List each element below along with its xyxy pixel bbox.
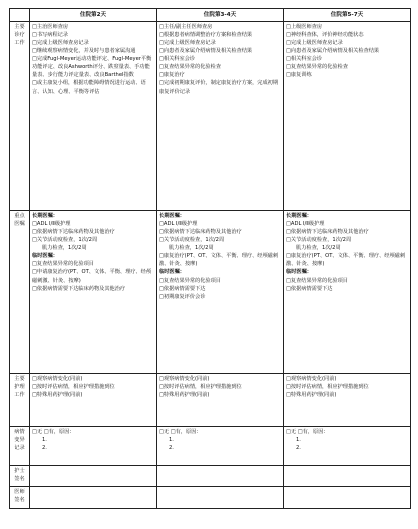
cell-key-orders-day-2 — [30, 211, 157, 374]
cell-line: □观察病情变化(同前) — [32, 376, 83, 382]
cell-main-work-day-2 — [30, 22, 157, 211]
header-day-2: 住院第2天 — [30, 9, 157, 22]
cell-line: 肌力检查，1次/2周 — [169, 245, 214, 252]
cell-line: 肌力检查，1次/2周 — [42, 245, 87, 252]
cell-doctor-signature-day-2 — [30, 487, 157, 509]
cell-variance-record-day-5-7 — [284, 427, 411, 466]
cell-line: □依据病情需要下达临床药物及其他治疗 — [32, 285, 126, 292]
cell-key-orders-day-3-4 — [157, 211, 284, 374]
cell-line: 临时医嘱： — [286, 269, 312, 276]
row-label-main-work: 主要诊疗工作 — [10, 22, 30, 211]
cell-line: □ADL Ⅰ/Ⅱ级护理 — [286, 221, 325, 228]
cell-line: □继续观察病情变化，并及时与患者家属沟通 — [32, 48, 136, 55]
cell-line: □根据患者病情调整治疗方案和检查结果 — [159, 32, 253, 39]
cell-line: □ADL Ⅰ/Ⅱ级护理 — [32, 221, 71, 228]
row-key-orders — [10, 211, 411, 374]
cell-line: 2. — [42, 445, 47, 452]
cell-line: 长期医嘱： — [286, 213, 312, 219]
cell-line: □相关科室会诊 — [159, 56, 196, 63]
cell-doctor-signature-day-5-7 — [284, 487, 411, 509]
row-label-doctor-signature: 医师签名 — [10, 487, 30, 509]
row-nursing-work — [10, 374, 411, 427]
row-label-nursing-work: 主要护理工作 — [10, 374, 30, 427]
cell-line: □按时评估病情，相应护理措施到位 — [286, 384, 369, 391]
cell-line: □依据病情下达临床药物及其他治疗 — [286, 229, 369, 236]
cell-line: □初期康复评价会诊 — [159, 293, 206, 300]
row-label-variance-record: 病情变异记录 — [10, 427, 30, 466]
cell-line: □关节活动度检查，1次/2周 — [159, 237, 225, 244]
row-label-key-orders: 重点医嘱 — [10, 211, 30, 374]
cell-nurse-signature-day-5-7 — [284, 466, 411, 487]
cell-line: □复查结果异常的化验检查 — [159, 64, 221, 71]
cell-line: □依据病情下达临床药物及其他治疗 — [159, 229, 242, 236]
cell-line: 1. — [296, 437, 301, 444]
cell-line: □按时评估病情，相应护理措施到位 — [159, 384, 242, 391]
cell-main-work-day-5-7 — [284, 22, 411, 211]
cell-line: □关节活动度检查，1次/2周 — [286, 237, 352, 244]
cell-doctor-signature-day-3-4 — [157, 487, 284, 509]
row-variance-record — [10, 427, 411, 466]
cell-line: □完成Fugl-Meyer运动功能评定、Fugl-Meyer平衡功能评定、改良Ashworth评分、跌窒量表、手功能量表、步行能力评定量表、改良Barthel指数 — [32, 56, 152, 79]
cell-line: □特殊用药护理(同前) — [286, 392, 337, 399]
cell-line: □复查结果异常的化验项目 — [32, 261, 94, 268]
cell-line: □完成上级医师查房记录 — [286, 40, 343, 47]
cell-line: □按时评估病情，相应护理措施到位 — [32, 384, 115, 391]
cell-line: □无 □有，原因： — [32, 429, 75, 435]
cell-line: 肌力检查，1次/2周 — [296, 245, 341, 252]
cell-line: □申请康复治疗(PT、OT、文体、平衡、理疗、经颅磁刺激、针灸、按摩) — [32, 269, 152, 284]
cell-line: □无 □有，原因： — [159, 429, 202, 435]
row-doctor-signature — [10, 487, 411, 509]
cell-line: □书写病程记录 — [32, 32, 69, 39]
row-main-work — [10, 22, 411, 211]
cell-line: □神经科查体，评价神经功能状态 — [286, 32, 364, 39]
cell-line: □康复训练 — [286, 72, 312, 79]
cell-line: 2. — [169, 445, 174, 452]
clinical-pathway-table — [9, 8, 411, 509]
header-day-5-7: 住院第5-7天 — [284, 9, 411, 22]
cell-line: □复查结果异常的化验项目 — [286, 277, 348, 284]
cell-line: □康复治疗(PT、OT、文体、平衡、理疗、经颅磁刺激、针灸、按摩) — [286, 253, 406, 268]
header-corner — [10, 9, 30, 22]
cell-line: □依据病情需要下达 — [159, 285, 206, 292]
cell-key-orders-day-5-7 — [284, 211, 411, 374]
cell-line: □完成上级医师查房记录 — [159, 40, 216, 47]
cell-line: □无 □有，原因： — [286, 429, 329, 435]
cell-nurse-signature-day-3-4 — [157, 466, 284, 487]
cell-line: 长期医嘱： — [159, 213, 185, 219]
cell-line: □康复治疗(PT、OT、文体、平衡、理疗、经颅磁刺激、针灸、按摩) — [159, 253, 279, 268]
cell-line: □复查结果异常的化验项目 — [159, 277, 221, 284]
cell-line: 长期医嘱： — [32, 213, 58, 219]
cell-nursing-work-day-2 — [30, 374, 157, 427]
cell-line: 1. — [42, 437, 47, 444]
cell-nurse-signature-day-2 — [30, 466, 157, 487]
cell-line: □主治医师查房 — [32, 24, 69, 30]
cell-line: □观察病情变化(同前) — [286, 376, 337, 382]
cell-variance-record-day-3-4 — [157, 427, 284, 466]
cell-line: □特殊用药护理(同前) — [159, 392, 210, 399]
cell-line: □复查结果异常的化验检查 — [286, 64, 348, 71]
row-label-nurse-signature: 护士签名 — [10, 466, 30, 487]
cell-main-work-day-3-4 — [157, 22, 284, 211]
cell-line: 2. — [296, 445, 301, 452]
cell-line: □上级医师查房 — [286, 24, 323, 30]
cell-line: □特殊用药护理(同前) — [32, 392, 83, 399]
cell-line: □相关科室会诊 — [286, 56, 323, 63]
cell-line: 临时医嘱： — [159, 269, 185, 276]
cell-line: 临时医嘱： — [32, 253, 58, 260]
cell-line: □向患者及家属介绍病情及相关检查结果 — [286, 48, 380, 55]
cell-line: □康复治疗 — [159, 72, 185, 79]
cell-line: □向患者及家属介绍病情及相关检查结果 — [159, 48, 253, 55]
cell-line: □关节活动度检查，1次/2周 — [32, 237, 98, 244]
cell-line: □ADL Ⅰ/Ⅱ级护理 — [159, 221, 198, 228]
cell-nursing-work-day-5-7 — [284, 374, 411, 427]
cell-line: □依据病情下达临床药物及其他治疗 — [32, 229, 115, 236]
cell-line: □或主康复小组，根据功能障碍情况进行运动、语言、认知、心理、平衡等评估 — [32, 80, 146, 95]
header-day-3-4: 住院第3-4天 — [157, 9, 284, 22]
cell-line: □完成初期康复评价，制定康复治疗方案，完成初期康复评价记录 — [159, 80, 279, 95]
cell-line: □依据病情需要下达 — [286, 285, 333, 292]
cell-nursing-work-day-3-4 — [157, 374, 284, 427]
row-nurse-signature — [10, 466, 411, 487]
cell-line: 1. — [169, 437, 174, 444]
cell-line: □完成上级医师查房记录 — [32, 40, 89, 47]
header-row — [10, 9, 411, 22]
cell-variance-record-day-2 — [30, 427, 157, 466]
cell-line: □观察病情变化(同前) — [159, 376, 210, 382]
cell-line: □主任/副主任医师查房 — [159, 24, 213, 30]
